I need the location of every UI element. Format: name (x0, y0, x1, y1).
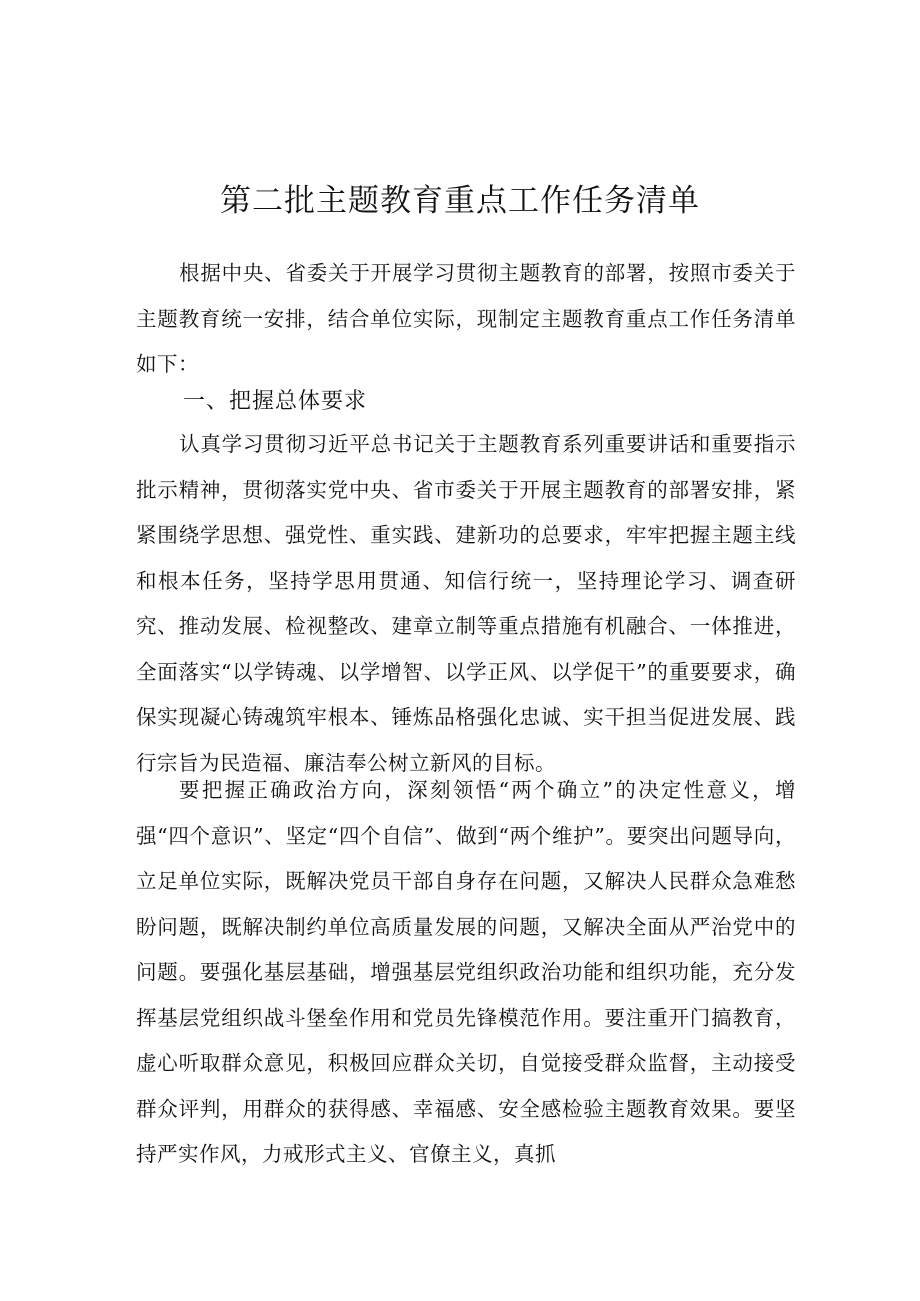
section-paragraph-2: 要把握正确政治方向，深刻领悟“两个确立”的决定性意义，增强“四个意识”、坚定“四个自信”、做到“两个维护”。要突出问题导向，立足单位实际，既解决党员干部自身存在问题，又解决人民群众急难愁盼问题，既解决制约单位高质量发展的问题，又解决全面从严治党中的问题。要强化基层基础，增强基层党组织政治功能和组织功能，充分发挥基层党组织战斗堡垒作用和党员先锋模范作用。要注重开门搞教育，虚心听取群众意见，积极回应群众关切，自觉接受群众监督，主动接受群众评判，用群众的获得感、幸福感、安全感检验主题教育效果。要坚持严实作风，力戒形式主义、官僚主义，真抓 (136, 778, 796, 1166)
intro-paragraph-block (136, 251, 796, 388)
section-paragraph-block-2 (136, 768, 796, 1178)
document-title: 第二批主题教育重点工作任务清单 (220, 182, 700, 219)
intro-paragraph: 根据中央、省委关于开展学习贯彻主题教育的部署，按照市委关于主题教育统一安排，结合单位实际，现制定主题教育重点工作任务清单如下： (136, 261, 796, 376)
section-heading: 一、把握总体要求 (183, 389, 368, 414)
section-paragraph-1: 认真学习贯彻习近平总书记关于主题教育系列重要讲话和重要指示批示精神，贯彻落实党中央、省市委关于开展主题教育的部署安排，紧紧围绕学思想、强党性、重实践、建新功的总要求，牢牢把握主题主线和根本任务，坚持学思用贯通、知信行统一，坚持理论学习、调查研究、推动发展、检视整改、建章立制等重点措施有机融合、一体推进，全面落实“以学铸魂、以学增智、以学正风、以学促干”的重要要求，确保实现凝心铸魂筑牢根本、锤炼品格强化忠诚、实干担当促进发展、践行宗旨为民造福、廉洁奉公树立新风的目标。 (136, 432, 796, 775)
section-paragraph-block-1 (136, 422, 796, 786)
